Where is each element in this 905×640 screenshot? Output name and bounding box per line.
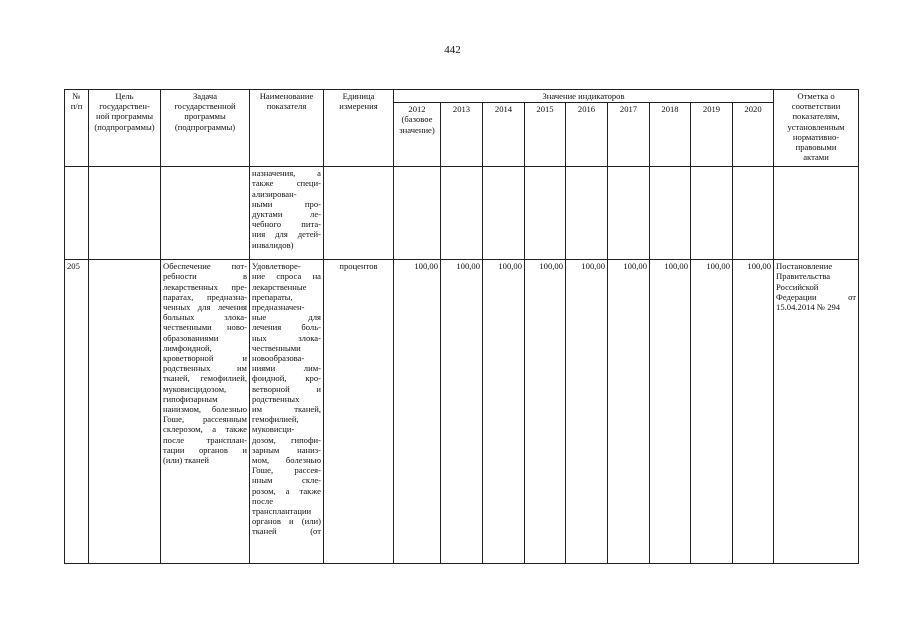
header-year: 2017 <box>608 103 650 167</box>
cell-empty <box>774 167 859 260</box>
page-number: 442 <box>444 44 461 56</box>
indicator-value: 100,00 <box>394 260 441 564</box>
header-indicator: Наименование показателя <box>250 90 324 167</box>
indicator-value: 100,00 <box>483 260 525 564</box>
header-unit: Единица измерения <box>324 90 394 167</box>
indicator-text: Удовлетворе- ние спроса на лекарственные препараты, предназначен- ные для лечения боль- ных злока- чественными новообразова- ниями лим- фоидной, кро- ветворной и родственных им тканей, гемофилией, муковисци- дозом, гипофи- зарным наниз- мом, болезнью Гоше, рассея- нным скле- розом, а также после трансплантации органов и (или) тканей (от <box>250 260 324 564</box>
indicator-value: 100,00 <box>441 260 483 564</box>
cell-empty <box>65 167 89 260</box>
cell-empty <box>483 167 525 260</box>
indicator-value: 100,00 <box>650 260 691 564</box>
header-year: 2012 (базовое значение) <box>394 103 441 167</box>
indicator-value: 100,00 <box>733 260 774 564</box>
cell-empty <box>691 167 733 260</box>
header-no: № п/п <box>65 90 89 167</box>
cell-goal-empty <box>89 260 161 564</box>
indicators-table <box>64 89 859 564</box>
cell-empty <box>650 167 691 260</box>
note-text: Постановление Правительства Российской Федерации от 15.04.2014 № 294 <box>774 260 859 564</box>
header-year: 2014 <box>483 103 525 167</box>
header-note: Отметка о соответствии показателям, установленным нормативно- правовыми актами <box>774 90 859 167</box>
cell-empty <box>566 167 608 260</box>
cell-empty <box>89 167 161 260</box>
cell-empty <box>525 167 566 260</box>
cell-empty <box>324 167 394 260</box>
cell-empty <box>394 167 441 260</box>
continuation-row <box>65 167 859 260</box>
row-number: 205 <box>65 260 89 564</box>
cell-empty <box>608 167 650 260</box>
cell-empty <box>441 167 483 260</box>
header-year: 2016 <box>566 103 608 167</box>
header-goal: Цель государствен- ной программы (подпрограммы) <box>89 90 161 167</box>
cell-empty <box>733 167 774 260</box>
header-year: 2015 <box>525 103 566 167</box>
header-year: 2013 <box>441 103 483 167</box>
table-row-205 <box>65 260 859 564</box>
continuation-indicator: назначения, а также специ- ализирован- ными про- дуктами ле- чебного пита- ния для детей- инвалидов) <box>250 167 324 260</box>
task-text: Обеспечение пот- ребности в лекарственных пре- паратах, предназна- ченных для лечения больных злока- чественными ново- образованиями лимфоидной, кроветворной и родственных им тканей, гемофилией, муковисцидозом, гипофизарным нанизмом, болезнью Гоше, рассеянным склерозом, а также после трансплан- тации органов и (или) тканей <box>161 260 250 564</box>
cell-empty <box>161 167 250 260</box>
indicator-value: 100,00 <box>566 260 608 564</box>
header-year: 2020 <box>733 103 774 167</box>
header-year: 2018 <box>650 103 691 167</box>
indicator-value: 100,00 <box>691 260 733 564</box>
indicator-value: 100,00 <box>608 260 650 564</box>
header-row-1 <box>65 90 859 103</box>
indicator-value: 100,00 <box>525 260 566 564</box>
header-task: Задача государственной программы (подпрограммы) <box>161 90 250 167</box>
header-year: 2019 <box>691 103 733 167</box>
unit-value: процентов <box>324 260 394 564</box>
header-values: Значение индикаторов <box>394 90 774 103</box>
